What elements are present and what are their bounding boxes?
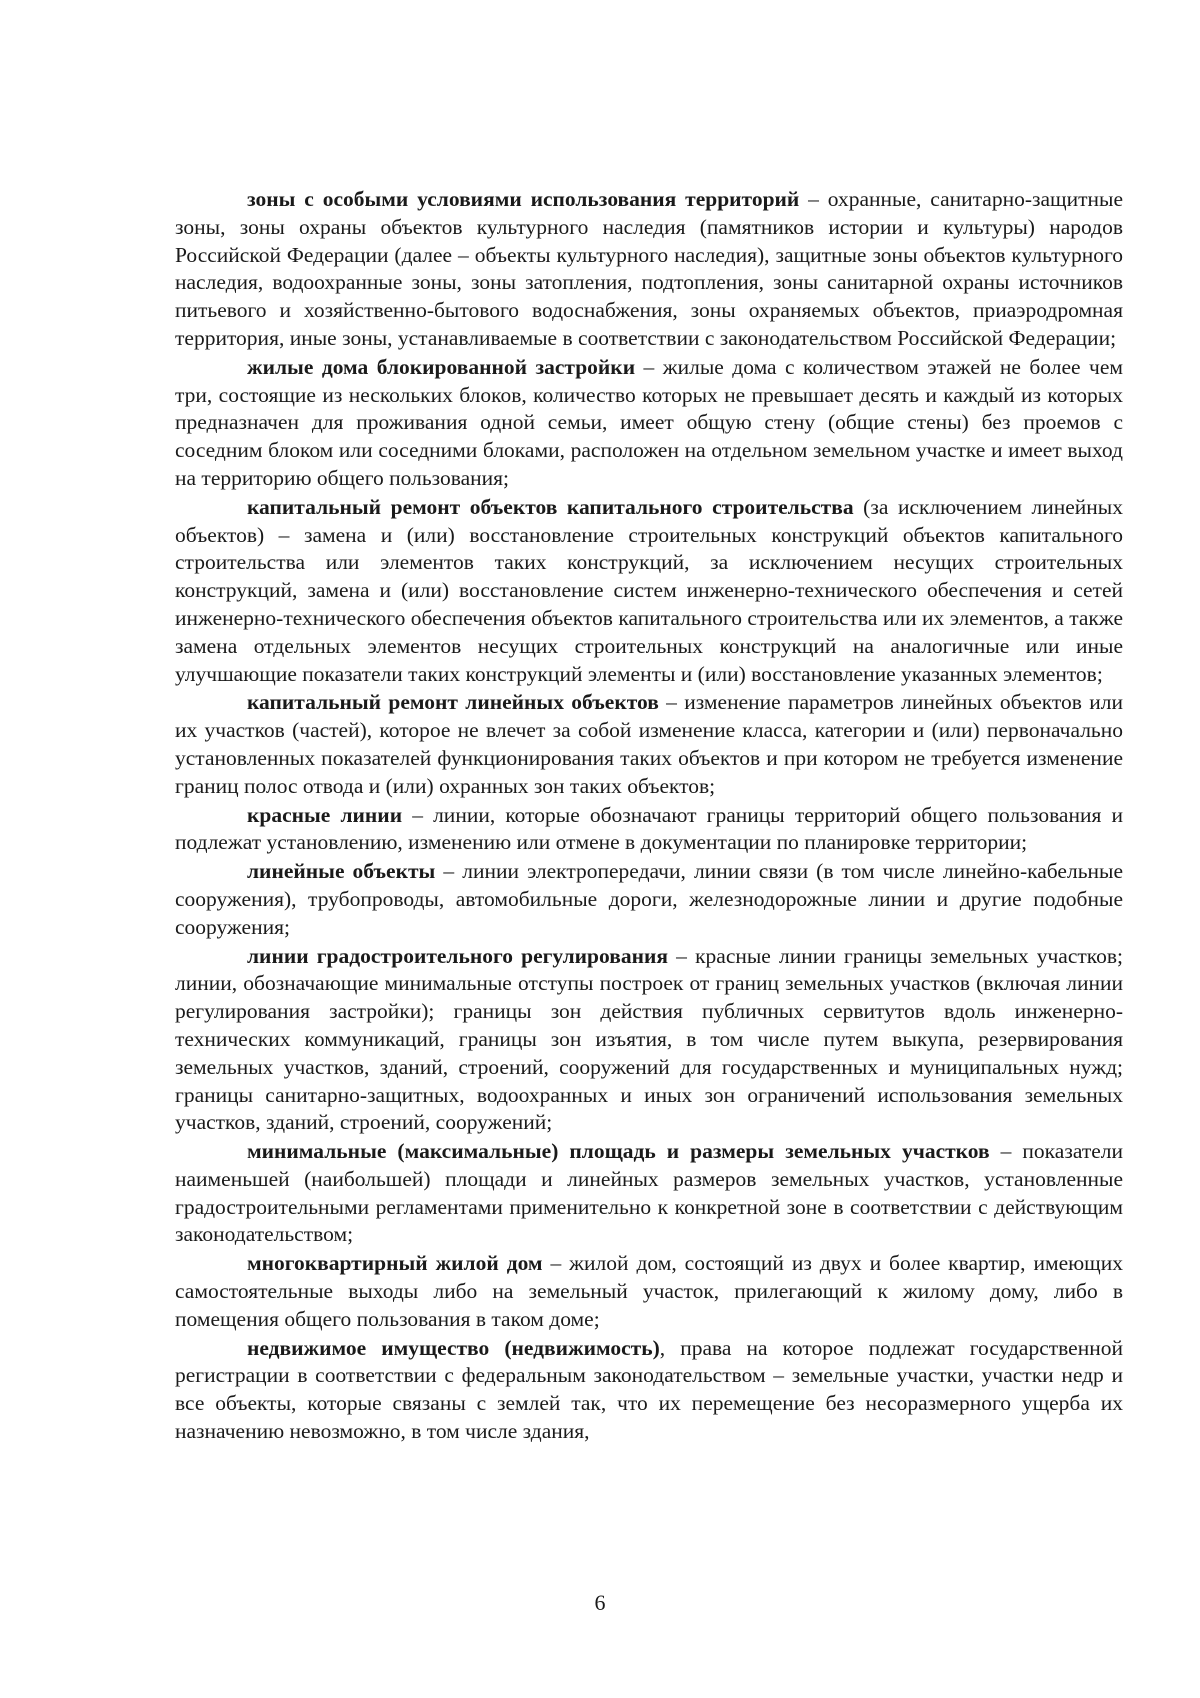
definition-term: линейные объекты [247, 859, 436, 884]
definition-paragraph [175, 943, 1123, 1138]
definition-text: – изменение параметров линейных объектов или их участков (частей), которое не влечет за собой изменение класса, категории и (или) первоначально установленных показателей функционирования таких объектов и при котором не требуется изменение границ полос отвода и (или) охранных зон таких объектов; [175, 690, 1123, 798]
definition-text: (за исключением линейных объектов) – замена и (или) восстановление строительных конструкций объектов капитального строительства или элементов таких конструкций, за исключением несущих строительных конструкций, замена и (или) восстановление систем инженерно-технического обеспечения и сетей инженерно-технического обеспечения объектов капитального строительства или их элементов, а также замена отдельных элементов несущих строительных конструкций на аналогичные или иные улучшающие показатели таких конструкций элементы и (или) восстановление указанных элементов; [175, 494, 1124, 686]
definition-term: многоквартирный жилой дом [247, 1251, 543, 1276]
definition-paragraph [175, 494, 1123, 689]
definition-text: , права на которое подлежат государственной регистрации в соответствии с федеральным законодательством – земельные участки, участки недр и все объекты, которые связаны с землей так, что их перемещение без несоразмерного ущерба их назначению невозможно, в том числе здания, [175, 1335, 1123, 1444]
definition-term: красные линии [247, 802, 403, 827]
definition-term: недвижимое имущество (недвижимость) [247, 1335, 660, 1360]
definition-text: – жилой дом, состоящий из двух и более квартир, имеющих самостоятельные выходы либо на земельный участок, прилегающий к жилому дому, либо в помещения общего пользования в таком доме; [175, 1251, 1123, 1331]
definition-paragraph [175, 802, 1123, 858]
definition-term: жилые дома блокированной застройки [247, 354, 636, 379]
definition-text: – красные линии границы земельных участков; линии, обозначающие минимальные отступы построек от границ земельных участков (включая линии регулирования застройки); границы зон действия публичных сервитутов вдоль инженерно-технических коммуникаций, границы зон изъятия, в том числе путем выкупа, резервирования земельных участков, зданий, строений, сооружений для государственных и муниципальных нужд; границы санитарно-защитных, водоохранных и иных зон ограничений использования земельных участков, зданий, строений, сооружений; [175, 943, 1123, 1135]
definition-paragraph [175, 1335, 1123, 1446]
definition-paragraph [175, 1250, 1123, 1333]
definition-text: – жилые дома с количеством этажей не более чем три, состоящие из нескольких блоков, количество которых не превышает десять и каждый из которых предназначен для проживания одной семьи, имеет общую стену (общие стены) без проемов с соседним блоком или соседними блоками, расположен на отдельном земельном участке и имеет выход на территорию общего пользования; [175, 354, 1123, 490]
definition-paragraph [175, 186, 1123, 353]
definition-term: капитальный ремонт объектов капитального строительства [247, 494, 854, 519]
definition-term: капитальный ремонт линейных объектов [247, 690, 659, 715]
definition-term: линии градостроительного регулирования [247, 943, 669, 968]
definition-text: – линии, которые обозначают границы территорий общего пользования и подлежат установлению, изменению или отмене в документации по планировке территории; [175, 802, 1123, 855]
definition-term: минимальные (максимальные) площадь и размеры земельных участков [247, 1139, 990, 1164]
definition-paragraph [175, 689, 1123, 800]
definition-text: – показатели наименьшей (наибольшей) площади и линейных размеров земельных участков, установленные градостроительными регламентами применительно к конкретной зоне в соответствии с действующим законодательством; [175, 1139, 1123, 1247]
definition-paragraph [175, 858, 1123, 941]
page-number: 6 [594, 1590, 606, 1615]
definition-paragraph [175, 1138, 1123, 1249]
definition-paragraph [175, 354, 1123, 493]
document-body [175, 186, 1123, 1447]
definition-term: зоны с особыми условиями использования территорий [247, 187, 800, 211]
definition-text: – охранные, санитарно-защитные зоны, зоны охраны объектов культурного наследия (памятников истории и культуры) народов Российской Федерации (далее – объекты культурного наследия), защитные зоны объектов культурного наследия, водоохранные зоны, зоны затопления, подтопления, зоны санитарной охраны источников питьевого и хозяйственно-бытового водоснабжения, зоны охраняемых объектов, приаэродромная территория, иные зоны, устанавливаемые в соответствии с законодательством Российской Федерации; [175, 187, 1123, 350]
definition-text: – линии электропередачи, линии связи (в том числе линейно-кабельные сооружения), трубопроводы, автомобильные дороги, железнодорожные линии и другие подобные сооружения; [175, 859, 1123, 939]
